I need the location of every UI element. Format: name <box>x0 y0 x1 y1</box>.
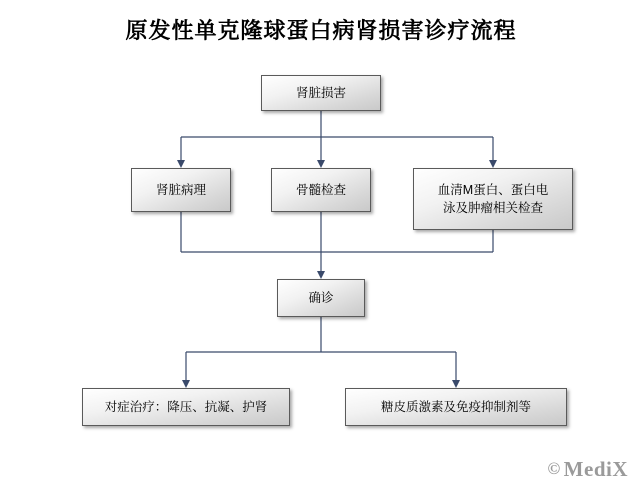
node-serum-tests-label-line1: 血清M蛋白、蛋白电 <box>437 182 549 197</box>
node-diagnosis-label: 确诊 <box>308 290 334 305</box>
node-bone-marrow[interactable] <box>271 168 371 212</box>
page-title: 原发性单克隆球蛋白病肾损害诊疗流程 <box>125 18 517 43</box>
node-renal-pathology-label: 肾脏病理 <box>155 182 206 197</box>
node-bone-marrow-label: 骨髓检查 <box>295 182 346 197</box>
copyright-icon: © <box>547 459 561 478</box>
node-immunosuppressive-treatment-label: 糖皮质激素及免疫抑制剂等 <box>380 399 531 414</box>
node-root-label: 肾脏损害 <box>295 85 346 100</box>
title-divider <box>0 52 642 53</box>
node-immunosuppressive-treatment[interactable] <box>345 388 567 426</box>
watermark <box>547 457 628 482</box>
node-symptomatic-treatment[interactable] <box>82 388 290 426</box>
node-root[interactable] <box>261 75 381 111</box>
node-diagnosis[interactable] <box>277 279 365 317</box>
watermark-text: MediX <box>563 457 628 481</box>
node-serum-tests[interactable] <box>413 168 573 230</box>
node-symptomatic-treatment-label: 对症治疗：降压、抗凝、护肾 <box>104 399 268 414</box>
node-serum-tests-label-line2: 泳及肿瘤相关检查 <box>442 201 543 215</box>
node-renal-pathology[interactable] <box>131 168 231 212</box>
